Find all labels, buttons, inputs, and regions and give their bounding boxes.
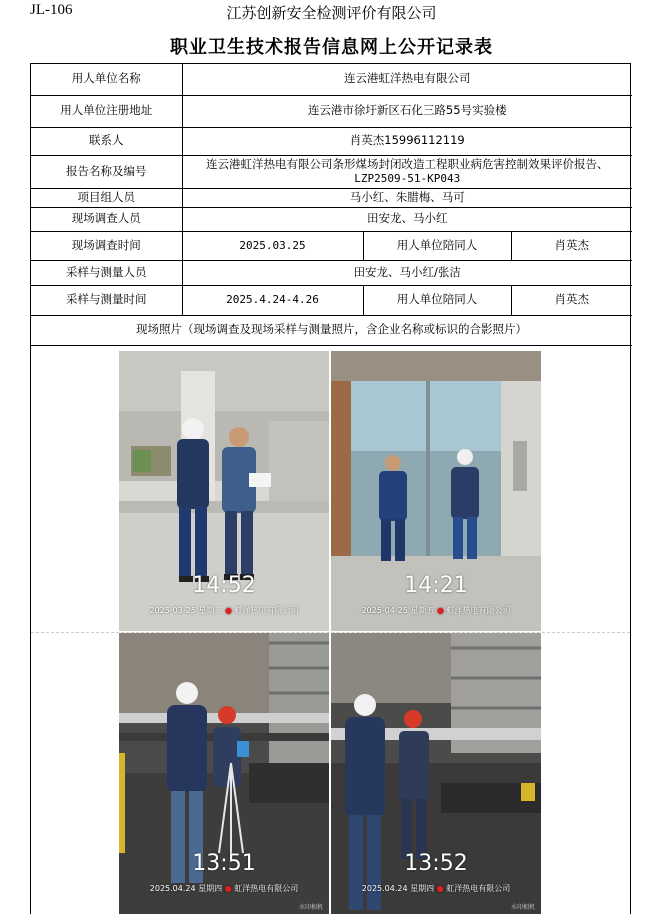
sampling-staff-label: 采样与测量人员 [31,260,182,285]
survey-time-label: 现场调查时间 [31,231,182,260]
company-name: 江苏创新安全检测评价有限公司 [226,4,437,22]
info-table [31,64,632,346]
team-value: 马小红、朱腊梅、马可 [182,188,632,207]
table-row [31,231,632,260]
survey-time-value: 2025.03.25 [182,231,363,260]
document-code: JL-106 [30,2,73,18]
photo-caption [331,605,541,616]
photo-org: 虹洋热电有限公司 [234,606,299,615]
photo-date: 2025.04.24 星期四 [361,884,435,893]
photo-caption [119,605,329,616]
table-row [31,315,632,345]
report-name: 连云港虹洋热电有限公司条形煤场封闭改造工程职业病危害控制效果评价报告、 [206,157,609,171]
escort-label: 用人单位陪同人 [363,231,511,260]
camera-watermark: 水印相机 [298,904,323,911]
address-label: 用人单位注册地址 [31,95,182,127]
employer-label: 用人单位名称 [31,64,182,95]
table-row [31,260,632,285]
photo-date: 2025.04.24 星期四 [149,884,223,893]
location-pin-icon: ● [437,606,445,615]
contact-label: 联系人 [31,127,182,155]
site-photo-sampling-2 [331,633,541,914]
sampling-staff-value: 田安龙、马小红/张洁 [182,260,632,285]
photo-time-stamp: 14:52 [192,573,256,598]
site-photo-group-entrance [331,351,541,631]
escort-value: 肖英杰 [511,285,632,315]
table-row [31,207,632,231]
site-photo-sampling-1 [119,633,329,914]
table-row [31,188,632,207]
photo-time-stamp: 13:52 [404,851,468,876]
survey-staff-label: 现场调查人员 [31,207,182,231]
address-value: 连云港市徐圩新区石化三路55号实验楼 [182,95,632,127]
table-row [31,285,632,315]
table-row [31,155,632,188]
record-form [30,63,631,914]
employer-value: 连云港虹洋热电有限公司 [182,64,632,95]
photo-time-stamp: 14:21 [404,573,468,598]
contact-value: 肖英杰15996112119 [182,127,632,155]
table-row [31,127,632,155]
photo-org: 虹洋热电有限公司 [446,606,511,615]
report-value [182,155,632,188]
location-pin-icon: ● [436,884,444,893]
page-title: 职业卫生技术报告信息网上公开记录表 [170,37,493,58]
site-photos [31,351,630,914]
sampling-time-value: 2025.4.24-4.26 [182,285,363,315]
sampling-time-label: 采样与测量时间 [31,285,182,315]
photo-time-stamp: 13:51 [192,851,256,876]
survey-staff-value: 田安龙、马小红 [182,207,632,231]
photo-caption [331,883,541,894]
report-number: LZP2509-51-KP043 [354,171,461,185]
photos-label: 现场照片（现场调查及现场采样与测量照片，含企业名称或标识的合影照片） [31,315,632,345]
table-row [31,95,632,127]
location-pin-icon: ● [225,606,233,615]
team-label: 项目组人员 [31,188,182,207]
photo-caption [119,883,329,894]
table-row [31,64,632,95]
photo-org: 虹洋热电有限公司 [446,884,511,893]
report-label: 报告名称及编号 [31,155,182,188]
site-photo-survey-lobby [119,351,329,631]
camera-watermark: 水印相机 [510,904,535,911]
photo-date: 2025-03-25 星期二 [149,606,223,615]
photo-org: 虹洋热电有限公司 [234,884,299,893]
escort-label: 用人单位陪同人 [363,285,511,315]
photo-date: 2025-04-25 星期五 [361,606,435,615]
escort-value: 肖英杰 [511,231,632,260]
location-pin-icon: ● [224,884,232,893]
